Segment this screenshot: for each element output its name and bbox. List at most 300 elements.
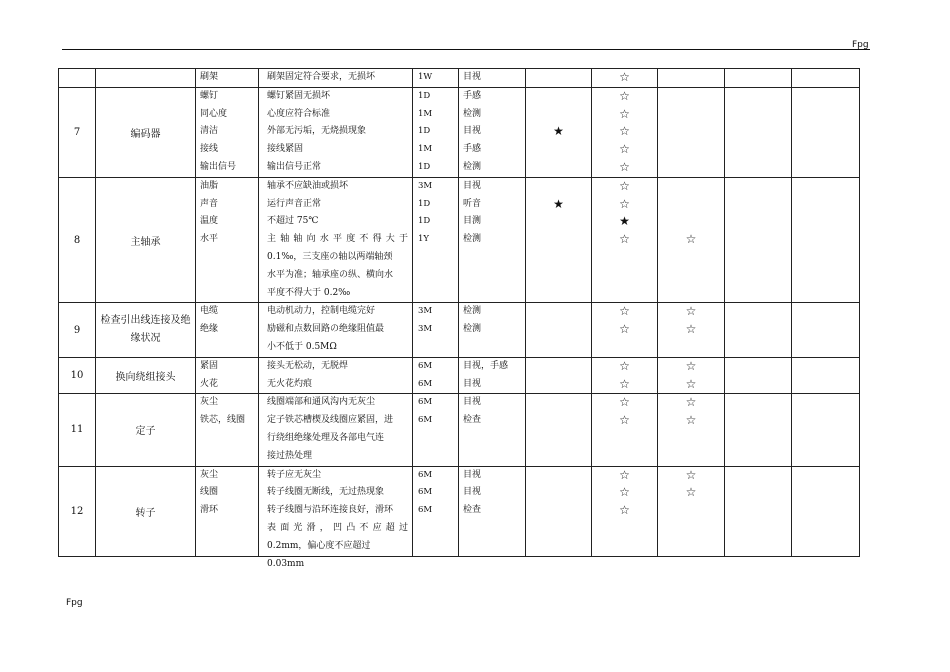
mark-col7-line [526, 285, 591, 303]
mark-col7-line [526, 502, 591, 520]
mark-col10-line [725, 285, 791, 303]
cycle-cell [413, 303, 459, 357]
mark-col10-line [725, 213, 791, 231]
mark-col7-cell [526, 394, 592, 466]
mark-col9-cell [658, 87, 725, 177]
mark-col8-line: ☆ [619, 304, 630, 319]
table-row [59, 303, 860, 357]
mark-col9-line: ☆ [685, 232, 697, 247]
mark-col8-cell [592, 466, 658, 556]
inspection-item-line: 铁芯，线圈 [200, 415, 246, 426]
mark-col7-line: ★ [553, 124, 564, 139]
standard-cell [259, 177, 413, 303]
mark-col11-line [792, 430, 859, 448]
mark-col9-line [658, 285, 724, 303]
inspection-item-line: 紧固 [200, 360, 219, 371]
standard-line: 接头无松动，无脱焊 [267, 360, 349, 371]
header-right-text: Fpg [852, 40, 869, 50]
mark-col8-line: ☆ [619, 485, 630, 500]
mark-col7-cell [526, 303, 592, 357]
standard-line: 定子铁芯槽楔及线圈应紧固，进 [267, 415, 394, 426]
standard-line: 运行声音正常 [267, 198, 322, 209]
mark-col8-line: ☆ [619, 376, 630, 391]
inspection-table [58, 68, 860, 569]
mark-col7-line [526, 88, 591, 106]
standard-line: 转子应无灰尘 [267, 469, 322, 480]
mark-col9-line: ☆ [685, 376, 697, 391]
standard-line: 电动机动力，控制电缆完好 [267, 306, 376, 317]
method-line: 目视 [463, 72, 482, 82]
mark-col9-cell [658, 303, 725, 357]
mark-col7-line [526, 106, 591, 124]
mark-col8-cell [592, 69, 658, 88]
mark-col9-line [658, 123, 724, 141]
mark-col9-line: ☆ [685, 322, 697, 337]
mark-col11-line [792, 484, 859, 502]
mark-col10-cell [725, 303, 792, 357]
mark-col8-cell [592, 357, 658, 394]
mark-col9-line: ☆ [685, 395, 697, 410]
table-row [59, 177, 860, 303]
standard-line: 输出信号正常 [267, 161, 322, 172]
mark-col11-cell [792, 303, 860, 357]
inspection-item-line: 接线 [200, 144, 219, 155]
mark-col10-line [725, 520, 791, 538]
row-number-cell: 12 [59, 466, 96, 556]
method-line [459, 448, 525, 466]
cycle-cell [413, 466, 459, 556]
mark-col10-cell [725, 87, 792, 177]
inspection-item-line: 声音 [200, 198, 219, 209]
mark-col7-line [526, 520, 591, 538]
mark-col11-line [792, 123, 859, 141]
inspection-item-cell [196, 177, 259, 303]
mark-col11-line [792, 467, 859, 485]
cycle-line: 6M [418, 487, 433, 498]
mark-col7-cell [526, 87, 592, 177]
mark-col9-cell [658, 69, 725, 88]
method-line [459, 520, 525, 538]
mark-col10-line [725, 178, 791, 196]
mark-col7-line [526, 231, 591, 249]
standard-line: 外部无污垢，无烧损现象 [267, 126, 367, 137]
mark-col10-line [725, 196, 791, 214]
method-line [459, 267, 525, 285]
cycle-line [413, 448, 458, 466]
standard-line: 转子线圈与沿环连接良好，滑环 [267, 505, 394, 516]
mark-col10-line [725, 467, 791, 485]
inspection-item-line: 线圈 [200, 487, 219, 498]
table-row [59, 69, 860, 88]
standard-line: 螺钉紧固无损坏 [267, 90, 331, 101]
mark-col8-line: ☆ [619, 124, 630, 139]
mark-col11-line [792, 213, 859, 231]
standard-line: 转子线圈无断线，无过热现象 [267, 487, 385, 498]
mark-col10-cell [725, 394, 792, 466]
mark-col8-cell [592, 303, 658, 357]
cycle-line: 1M [418, 108, 433, 119]
mark-col7-cell [526, 357, 592, 394]
method-line [459, 430, 525, 448]
mark-col10-line [725, 430, 791, 448]
inspection-item-cell [196, 394, 259, 466]
inspection-item-line: 刷架 [200, 72, 219, 82]
method-line: 听音 [463, 198, 482, 209]
equipment-name-cell: 编码器 [96, 87, 196, 177]
cycle-line [413, 285, 458, 303]
mark-col11-line [792, 196, 859, 214]
mark-col10-line [725, 376, 791, 394]
header-rule [62, 49, 870, 50]
mark-col11-line [792, 159, 859, 177]
equipment-name-cell: 转子 [96, 466, 196, 556]
cycle-line: 6M [418, 378, 433, 389]
mark-col11-line [792, 69, 859, 87]
mark-col11-line [792, 178, 859, 196]
standard-cell [259, 466, 413, 569]
mark-col9-line [658, 520, 724, 538]
mark-col8-line: ☆ [619, 106, 630, 121]
inspection-item-line [196, 520, 258, 538]
method-line: 目视，手感 [463, 360, 509, 371]
mark-col10-line [725, 448, 791, 466]
mark-col9-line [658, 106, 724, 124]
mark-col10-line [725, 484, 791, 502]
mark-col8-line [592, 285, 657, 303]
equipment-name-cell: 换向绕组接头 [96, 357, 196, 394]
inspection-item-line [196, 249, 258, 267]
mark-col8-line: ☆ [619, 503, 630, 518]
standard-line: 轴承不应缺油或损坏 [267, 180, 349, 191]
method-cell [459, 177, 526, 303]
mark-col7-line [526, 69, 591, 87]
mark-col7-line [526, 159, 591, 177]
inspection-item-cell [196, 69, 259, 88]
mark-col11-line [792, 267, 859, 285]
mark-col8-line [592, 267, 657, 285]
method-line: 检测 [463, 161, 482, 172]
mark-col8-line: ☆ [619, 232, 630, 247]
mark-col10-line [725, 88, 791, 106]
mark-col7-line [526, 376, 591, 394]
mark-col9-line: ☆ [685, 304, 697, 319]
inspection-item-line: 油脂 [200, 180, 219, 191]
mark-col11-line [792, 106, 859, 124]
mark-col10-line [725, 123, 791, 141]
equipment-name-cell: 定子 [96, 394, 196, 466]
method-line: 目视 [463, 469, 482, 480]
mark-col8-line [592, 249, 657, 267]
mark-col7-line [526, 394, 591, 412]
mark-col10-cell [725, 466, 792, 556]
standard-line: 主 轴 轴 向 水 平 度 不 得 大 于 [267, 234, 408, 245]
cycle-line [413, 267, 458, 285]
method-cell [459, 466, 526, 556]
mark-col8-line: ☆ [619, 70, 630, 84]
mark-col11-cell [792, 466, 860, 556]
mark-col7-line [526, 412, 591, 430]
mark-col11-line [792, 339, 859, 357]
mark-col11-line [792, 285, 859, 303]
mark-col7-cell [526, 69, 592, 88]
mark-col10-line [725, 106, 791, 124]
inspection-item-line: 滑环 [200, 505, 219, 516]
mark-col7-line [526, 430, 591, 448]
mark-col7-line [526, 448, 591, 466]
mark-col11-line [792, 502, 859, 520]
table-row [59, 466, 860, 556]
inspection-item-cell [196, 466, 259, 556]
mark-col10-line [725, 249, 791, 267]
mark-col9-line: ☆ [685, 413, 697, 428]
method-line: 检查 [463, 505, 482, 516]
mark-col11-cell [792, 394, 860, 466]
method-line: 手感 [463, 144, 482, 155]
standard-line: 无火花灼痕 [267, 378, 313, 389]
table-row [59, 87, 860, 177]
cycle-line: 6M [418, 360, 433, 371]
mark-col10-line [725, 502, 791, 520]
cycle-line [413, 520, 458, 538]
standard-line: 小不低于 0.5MΩ [267, 341, 337, 352]
cycle-line: 1D [418, 126, 431, 137]
inspection-item-line: 清洁 [200, 126, 219, 137]
method-line: 目视 [463, 397, 482, 408]
mark-col8-cell [592, 87, 658, 177]
mark-col10-line [725, 339, 791, 357]
mark-col9-cell [658, 357, 725, 394]
mark-col9-cell [658, 466, 725, 556]
mark-col7-line [526, 213, 591, 231]
standard-cell [259, 303, 413, 357]
mark-col11-line [792, 412, 859, 430]
mark-col8-line [592, 448, 657, 466]
mark-col8-cell [592, 177, 658, 303]
standard-line: 水平为准；轴承座の纵、横向水 [267, 269, 394, 280]
mark-col9-line [658, 159, 724, 177]
method-line [459, 285, 525, 303]
standard-line: 0.1‰，三支座の轴以两端轴颈 [267, 251, 393, 262]
mark-col11-line [792, 303, 859, 321]
mark-col9-line: ☆ [685, 467, 697, 482]
cycle-line: 6M [418, 469, 433, 480]
mark-col7-line [526, 484, 591, 502]
cycle-line: 1W [418, 72, 433, 82]
cycle-cell [413, 177, 459, 303]
cycle-cell [413, 87, 459, 177]
standard-line: 心度应符合标准 [267, 108, 331, 119]
standard-line: 接过热处理 [267, 450, 313, 461]
mark-col11-line [792, 520, 859, 538]
cycle-line: 3M [418, 324, 433, 335]
mark-col7-line [526, 303, 591, 321]
row-number-cell [59, 69, 96, 88]
mark-col9-line [658, 249, 724, 267]
inspection-item-line: 绝缘 [200, 324, 219, 335]
mark-col9-line: ☆ [685, 358, 697, 373]
inspection-item-line: 同心度 [200, 108, 228, 119]
method-line: 目视 [463, 378, 482, 389]
mark-col10-line [725, 358, 791, 376]
mark-col11-line [792, 231, 859, 249]
mark-col9-line [658, 178, 724, 196]
mark-col7-line [526, 249, 591, 267]
mark-col10-cell [725, 357, 792, 394]
mark-col8-line: ☆ [619, 395, 630, 410]
mark-col9-line [658, 267, 724, 285]
mark-col9-cell [658, 394, 725, 466]
standard-line: 行绕组绝缘处理及各部电气连 [267, 432, 385, 443]
standard-cell [259, 87, 413, 177]
mark-col8-line: ☆ [619, 159, 630, 174]
method-line: 检测 [463, 108, 482, 119]
footer-left-text: Fpg [66, 598, 83, 608]
standard-line: 表 面 光 滑 ， 凹 凸 不 应 超 过 [267, 522, 408, 533]
mark-col10-line [725, 141, 791, 159]
method-line [459, 339, 525, 357]
mark-col11-cell [792, 87, 860, 177]
inspection-item-line [196, 285, 258, 303]
mark-col8-line: ☆ [619, 467, 630, 482]
cycle-cell [413, 69, 459, 88]
mark-col11-cell [792, 177, 860, 303]
inspection-item-cell [196, 357, 259, 394]
standard-cell [259, 69, 413, 88]
method-line: 目视 [463, 180, 482, 191]
standard-cell [259, 394, 413, 466]
mark-col8-line: ☆ [619, 358, 630, 373]
inspection-item-line: 火花 [200, 378, 219, 389]
mark-col7-line [526, 358, 591, 376]
standard-line: 0.2mm，偏心度不应超过 0.03mm [267, 540, 371, 569]
mark-col10-line [725, 394, 791, 412]
method-line: 检测 [463, 234, 482, 245]
mark-col7-line [526, 339, 591, 357]
mark-col8-line [592, 520, 657, 538]
inspection-item-line: 电缆 [200, 306, 219, 317]
inspection-item-line: 输出信号 [200, 161, 237, 172]
inspection-item-line [196, 430, 258, 448]
cycle-line [413, 430, 458, 448]
inspection-item-line [196, 448, 258, 466]
mark-col11-line [792, 358, 859, 376]
cycle-line [413, 249, 458, 267]
row-number-cell: 10 [59, 357, 96, 394]
cycle-line: 1D [418, 161, 431, 172]
mark-col11-line [792, 394, 859, 412]
mark-col8-line: ☆ [619, 413, 630, 428]
cycle-line: 6M [418, 415, 433, 426]
equipment-name-cell: 主轴承 [96, 177, 196, 303]
equipment-name-cell: 检查引出线连接及绝缘状况 [96, 303, 196, 357]
standard-line: 线圈端部和通风沟内无灰尘 [267, 397, 376, 408]
method-cell [459, 357, 526, 394]
mark-col10-line [725, 267, 791, 285]
standard-line: 不超过 75℃ [267, 216, 319, 227]
mark-col10-line [725, 412, 791, 430]
mark-col10-line [725, 69, 791, 87]
mark-col10-line [725, 321, 791, 339]
mark-col9-line [658, 69, 724, 87]
method-line: 检测 [463, 324, 482, 335]
mark-col7-line [526, 178, 591, 196]
mark-col8-cell [592, 394, 658, 466]
cycle-cell [413, 357, 459, 394]
standard-cell [259, 357, 413, 394]
cycle-line: 1D [418, 198, 431, 209]
inspection-item-line: 灰尘 [200, 397, 219, 408]
mark-col11-line [792, 448, 859, 466]
mark-col8-line: ☆ [619, 88, 630, 103]
mark-col11-cell [792, 357, 860, 394]
row-number-cell: 8 [59, 177, 96, 303]
method-cell [459, 394, 526, 466]
mark-col9-line: ☆ [685, 485, 697, 500]
inspection-item-line [196, 267, 258, 285]
mark-col11-line [792, 321, 859, 339]
mark-col10-line [725, 303, 791, 321]
mark-col9-line [658, 448, 724, 466]
cycle-line: 1D [418, 216, 431, 227]
mark-col8-line [592, 430, 657, 448]
mark-col7-line: ★ [553, 196, 564, 211]
method-line: 目测 [463, 216, 482, 227]
mark-col9-cell [658, 177, 725, 303]
mark-col8-line: ☆ [619, 196, 630, 211]
cycle-line [413, 339, 458, 357]
method-cell [459, 69, 526, 88]
row-number-cell: 9 [59, 303, 96, 357]
row-number-cell: 7 [59, 87, 96, 177]
mark-col7-cell [526, 177, 592, 303]
mark-col9-line [658, 213, 724, 231]
method-line [459, 249, 525, 267]
inspection-item-line: 螺钉 [200, 90, 219, 101]
inspection-item-line: 温度 [200, 216, 219, 227]
method-cell [459, 87, 526, 177]
mark-col9-line [658, 88, 724, 106]
inspection-item-line: 灰尘 [200, 469, 219, 480]
mark-col9-line [658, 502, 724, 520]
cycle-line: 3M [418, 180, 433, 191]
mark-col9-line [658, 196, 724, 214]
cycle-line: 3M [418, 306, 433, 317]
cycle-line: 1Y [418, 234, 430, 245]
mark-col11-cell [792, 69, 860, 88]
standard-line: 接线紧固 [267, 144, 304, 155]
table-row [59, 357, 860, 394]
mark-col7-line [526, 467, 591, 485]
inspection-item-cell [196, 87, 259, 177]
inspection-item-line: 水平 [200, 234, 219, 245]
mark-col11-line [792, 249, 859, 267]
mark-col7-cell [526, 466, 592, 556]
mark-col8-line: ☆ [619, 142, 630, 157]
mark-col11-line [792, 88, 859, 106]
method-line: 手感 [463, 90, 482, 101]
method-line: 检查 [463, 415, 482, 426]
mark-col9-line [658, 339, 724, 357]
mark-col9-line [658, 430, 724, 448]
method-line: 检测 [463, 306, 482, 317]
mark-col8-line: ★ [619, 214, 630, 229]
inspection-item-line [196, 339, 258, 357]
method-line: 目视 [463, 487, 482, 498]
method-cell [459, 303, 526, 357]
inspection-item-cell [196, 303, 259, 357]
table-row [59, 394, 860, 466]
cycle-line: 6M [418, 505, 433, 516]
